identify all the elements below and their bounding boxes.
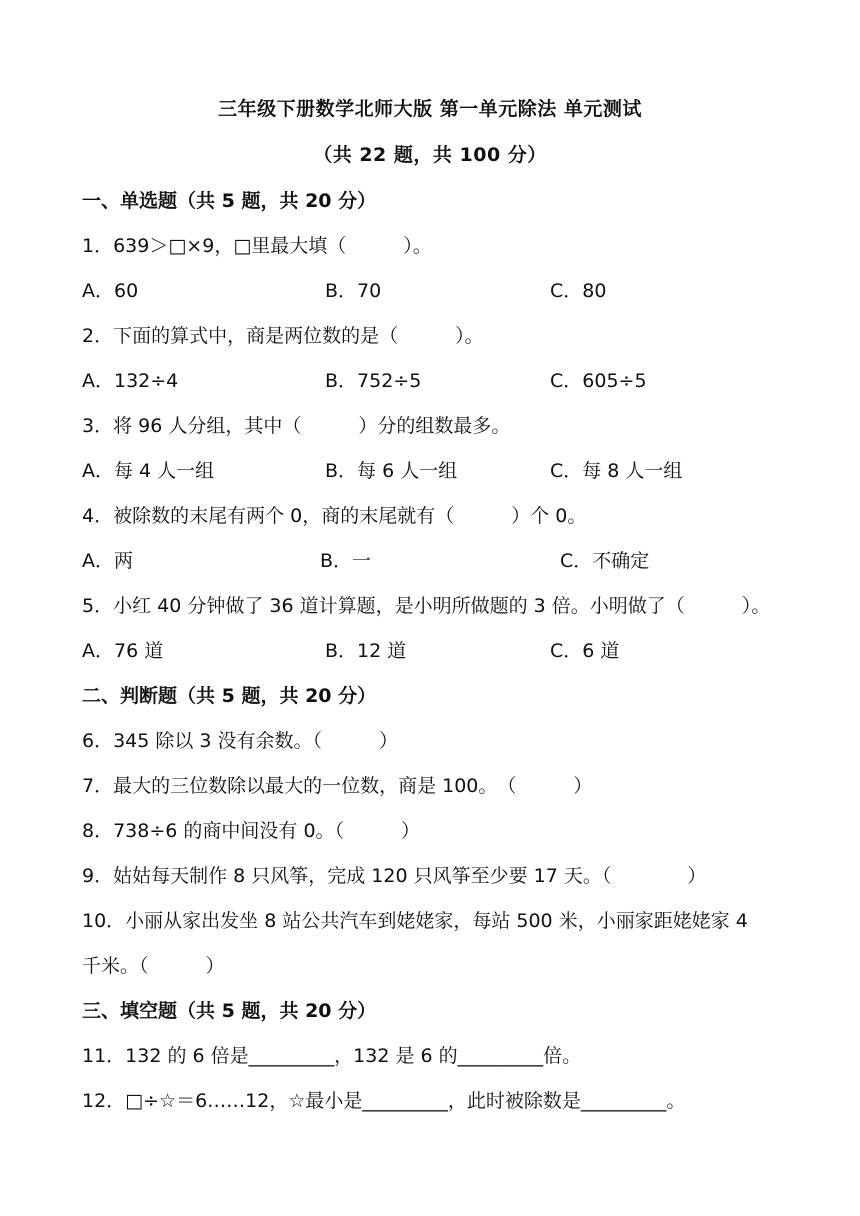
question-1: 1．639＞□×9，□里最大填（ ）。 [82,235,432,257]
question-3-option-b: B．每 6 人一组 [325,460,458,482]
question-10-line-1: 10．小丽从家出发坐 8 站公共汽车到姥姥家，每站 500 米，小丽家距姥姥家 4 [82,910,748,932]
question-4: 4．被除数的末尾有两个 0，商的末尾就有（ ）个 0。 [82,505,587,527]
question-3-option-a: A．每 4 人一组 [82,460,215,482]
question-4-option-a: A．两 [82,550,133,572]
question-1-option-a: A．60 [82,280,139,302]
question-10-line-2: 千米。（ ） [82,955,225,977]
question-5: 5．小红 40 分钟做了 36 道计算题，是小明所做题的 3 倍。小明做了（ ）。 [82,595,771,617]
question-4-option-c: C．不确定 [560,550,650,572]
question-5-option-b: B．12 道 [325,640,407,662]
question-9: 9．姑姑每天制作 8 只风筝，完成 120 只风筝至少要 17 天。（ ） [82,865,707,887]
exam-title: 三年级下册数学北师大版 第一单元除法 单元测试 [218,98,642,120]
question-5-option-c: C．6 道 [550,640,620,662]
question-2-option-b: B．752÷5 [325,370,422,392]
question-5-option-a: A．76 道 [82,640,164,662]
question-2-option-c: C．605÷5 [550,370,647,392]
question-8: 8．738÷6 的商中间没有 0。（ ） [82,820,421,842]
section-heading-true-false: 二、判断题（共 5 题，共 20 分） [82,685,377,707]
section-heading-fill-blank: 三、填空题（共 5 题，共 20 分） [82,1000,377,1022]
question-2: 2．下面的算式中，商是两位数的是（ ）。 [82,325,484,347]
question-7: 7．最大的三位数除以最大的一位数，商是 100。 （ ） [82,775,593,797]
question-1-option-c: C．80 [550,280,607,302]
exam-subtitle: （共 22 题，共 100 分） [313,144,547,166]
question-12: 12．□÷☆＝6……12，☆最小是_________，此时被除数是_________。 [82,1090,686,1112]
question-3: 3．将 96 人分组，其中（ ）分的组数最多。 [82,415,511,437]
question-2-option-a: A．132÷4 [82,370,179,392]
question-1-option-b: B．70 [325,280,382,302]
section-heading-single-choice: 一、单选题（共 5 题，共 20 分） [82,190,377,212]
question-11: 11．132 的 6 倍是_________，132 是 6 的_________倍。 [82,1045,582,1067]
question-4-option-b: B．一 [320,550,372,572]
question-6: 6．345 除以 3 没有余数。（ ） [82,730,399,752]
question-3-option-c: C．每 8 人一组 [550,460,683,482]
